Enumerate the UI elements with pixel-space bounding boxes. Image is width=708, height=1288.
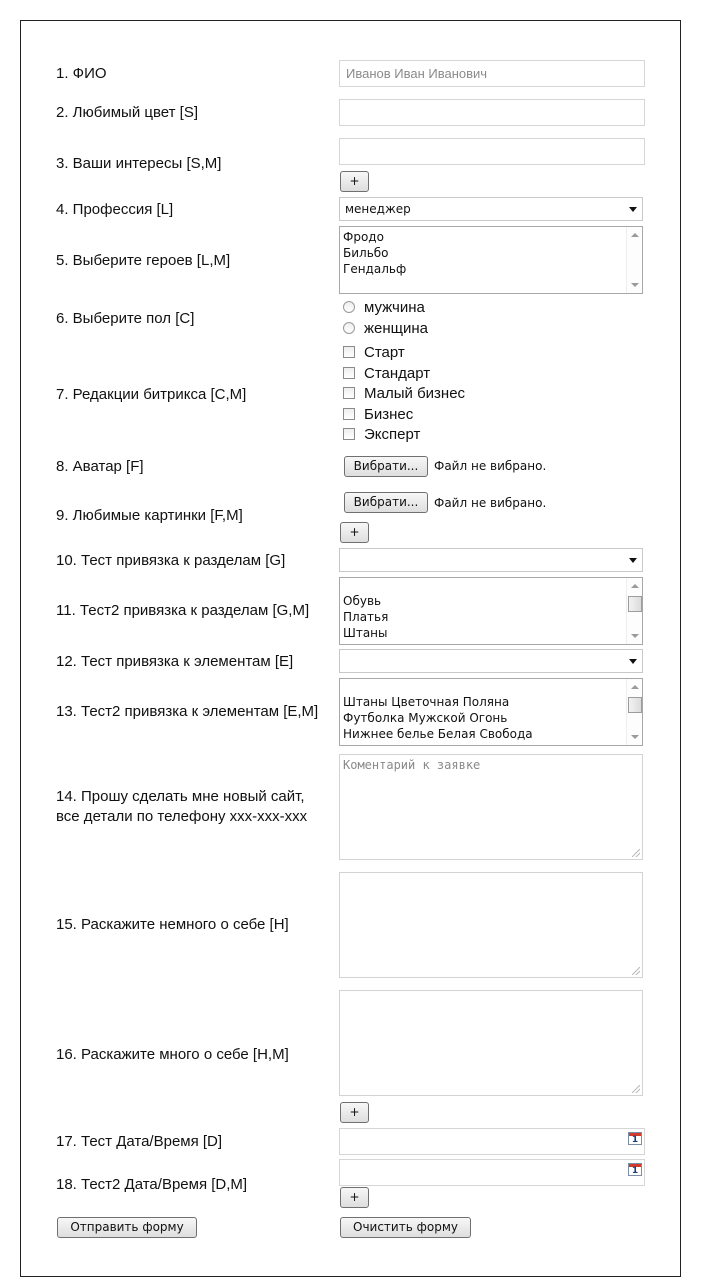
scrollbar[interactable] bbox=[626, 679, 642, 745]
list-item[interactable]: Платья bbox=[343, 610, 389, 624]
elements-multi-listbox[interactable] bbox=[339, 678, 643, 746]
interests-add-button[interactable]: + bbox=[340, 171, 369, 192]
reset-button[interactable]: Очистить форму bbox=[340, 1217, 471, 1238]
radio-icon[interactable] bbox=[343, 322, 355, 334]
list-item[interactable]: Нижнее белье Белая Свобода bbox=[343, 727, 533, 741]
resize-grip-icon[interactable] bbox=[632, 849, 640, 857]
avatar-label: 8. Аватар [F] bbox=[56, 458, 144, 475]
datetime-label: 17. Тест Дата/Время [D] bbox=[56, 1133, 223, 1150]
pictures-add-button[interactable]: + bbox=[340, 522, 369, 543]
fio-input[interactable]: Иванов Иван Иванович bbox=[339, 60, 645, 87]
scrollbar[interactable] bbox=[626, 578, 642, 644]
scroll-thumb[interactable] bbox=[628, 697, 642, 713]
heroes-listbox[interactable] bbox=[339, 226, 643, 294]
resize-grip-icon[interactable] bbox=[632, 1085, 640, 1093]
checkbox-icon[interactable] bbox=[343, 367, 355, 379]
pictures-browse-button[interactable]: Вибрати... bbox=[344, 492, 428, 513]
color-input[interactable] bbox=[339, 99, 645, 126]
interests-label: 3. Ваши интересы [S,M] bbox=[56, 155, 222, 172]
list-item[interactable]: Штаны bbox=[343, 626, 388, 640]
submit-button[interactable]: Отправить форму bbox=[57, 1217, 197, 1238]
profession-select[interactable] bbox=[339, 197, 643, 221]
color-label: 2. Любимый цвет [S] bbox=[56, 104, 198, 121]
comment-label bbox=[56, 787, 307, 827]
elements-select[interactable] bbox=[339, 649, 643, 673]
scroll-up-icon[interactable] bbox=[631, 685, 639, 689]
scrollbar[interactable] bbox=[626, 227, 642, 293]
gender-label: 6. Выберите пол [C] bbox=[56, 310, 195, 327]
gender-option-male[interactable]: мужчина bbox=[343, 298, 425, 318]
calendar-icon[interactable]: 1 bbox=[628, 1163, 642, 1176]
scroll-down-icon[interactable] bbox=[631, 735, 639, 739]
edition-option-expert[interactable]: Эксперт bbox=[343, 425, 420, 445]
datetime-input[interactable] bbox=[339, 1128, 645, 1155]
list-item[interactable]: Фродо bbox=[343, 230, 384, 244]
edition-option-standard[interactable]: Стандарт bbox=[343, 364, 430, 384]
avatar-file-status: Файл не вибрано. bbox=[434, 459, 547, 473]
sections-select[interactable] bbox=[339, 548, 643, 572]
edition-option-small-business[interactable]: Малый бизнес bbox=[343, 384, 465, 404]
list-item[interactable]: Футболка Мужской Огонь bbox=[343, 711, 508, 725]
about-long-textarea[interactable] bbox=[339, 990, 643, 1096]
list-item[interactable]: Штаны Цветочная Поляна bbox=[343, 695, 510, 709]
comment-placeholder: Коментарий к заявке bbox=[343, 758, 481, 772]
checkbox-icon[interactable] bbox=[343, 387, 355, 399]
sections-multi-label: 11. Тест2 привязка к разделам [G,M] bbox=[56, 602, 310, 619]
scroll-up-icon[interactable] bbox=[631, 584, 639, 588]
fio-label: 1. ФИО bbox=[56, 65, 107, 82]
interests-input[interactable] bbox=[339, 138, 645, 165]
dropdown-arrow-icon bbox=[629, 558, 637, 563]
edition-option-business[interactable]: Бизнес bbox=[343, 405, 413, 425]
comment-textarea[interactable] bbox=[339, 754, 643, 860]
checkbox-icon[interactable] bbox=[343, 428, 355, 440]
sections-label: 10. Тест привязка к разделам [G] bbox=[56, 552, 286, 569]
avatar-browse-button[interactable]: Вибрати... bbox=[344, 456, 428, 477]
comment-label-line1: 14. Прошу сделать мне новый сайт, bbox=[56, 788, 305, 805]
comment-label-line2: все детали по телефону xxx-xxx-xxx bbox=[56, 808, 308, 825]
datetime-multi-label: 18. Тест2 Дата/Время [D,M] bbox=[56, 1176, 248, 1193]
scroll-down-icon[interactable] bbox=[631, 634, 639, 638]
list-item[interactable]: Бильбо bbox=[343, 246, 389, 260]
elements-multi-label: 13. Тест2 привязка к элементам [E,M] bbox=[56, 703, 319, 720]
scroll-up-icon[interactable] bbox=[631, 233, 639, 237]
about-short-textarea[interactable] bbox=[339, 872, 643, 978]
heroes-label: 5. Выберите героев [L,M] bbox=[56, 252, 231, 269]
edition-option-start[interactable]: Старт bbox=[343, 343, 405, 363]
pictures-label: 9. Любимые картинки [F,M] bbox=[56, 507, 243, 524]
datetime-multi-input[interactable] bbox=[339, 1159, 645, 1186]
about-long-label: 16. Раскажите много о себе [H,M] bbox=[56, 1046, 289, 1063]
checkbox-icon[interactable] bbox=[343, 346, 355, 358]
elements-label: 12. Тест привязка к элементам [E] bbox=[56, 653, 294, 670]
resize-grip-icon[interactable] bbox=[632, 967, 640, 975]
gender-option-female[interactable]: женщина bbox=[343, 319, 428, 339]
list-item[interactable]: Обувь bbox=[343, 594, 382, 608]
profession-label: 4. Профессия [L] bbox=[56, 201, 174, 218]
scroll-down-icon[interactable] bbox=[631, 283, 639, 287]
dropdown-arrow-icon bbox=[629, 659, 637, 664]
calendar-icon[interactable]: 1 bbox=[628, 1132, 642, 1145]
scroll-thumb[interactable] bbox=[628, 596, 642, 612]
pictures-file-status: Файл не вибрано. bbox=[434, 496, 547, 510]
editions-label: 7. Редакции битрикса [C,M] bbox=[56, 386, 247, 403]
about-long-add-button[interactable]: + bbox=[340, 1102, 369, 1123]
radio-icon[interactable] bbox=[343, 301, 355, 313]
checkbox-icon[interactable] bbox=[343, 408, 355, 420]
list-item[interactable]: Гендальф bbox=[343, 262, 407, 276]
dropdown-arrow-icon bbox=[629, 207, 637, 212]
datetime-multi-add-button[interactable]: + bbox=[340, 1187, 369, 1208]
about-short-label: 15. Раскажите немного о себе [H] bbox=[56, 916, 289, 933]
sections-multi-listbox[interactable] bbox=[339, 577, 643, 645]
profession-selected: менеджер bbox=[345, 202, 411, 216]
